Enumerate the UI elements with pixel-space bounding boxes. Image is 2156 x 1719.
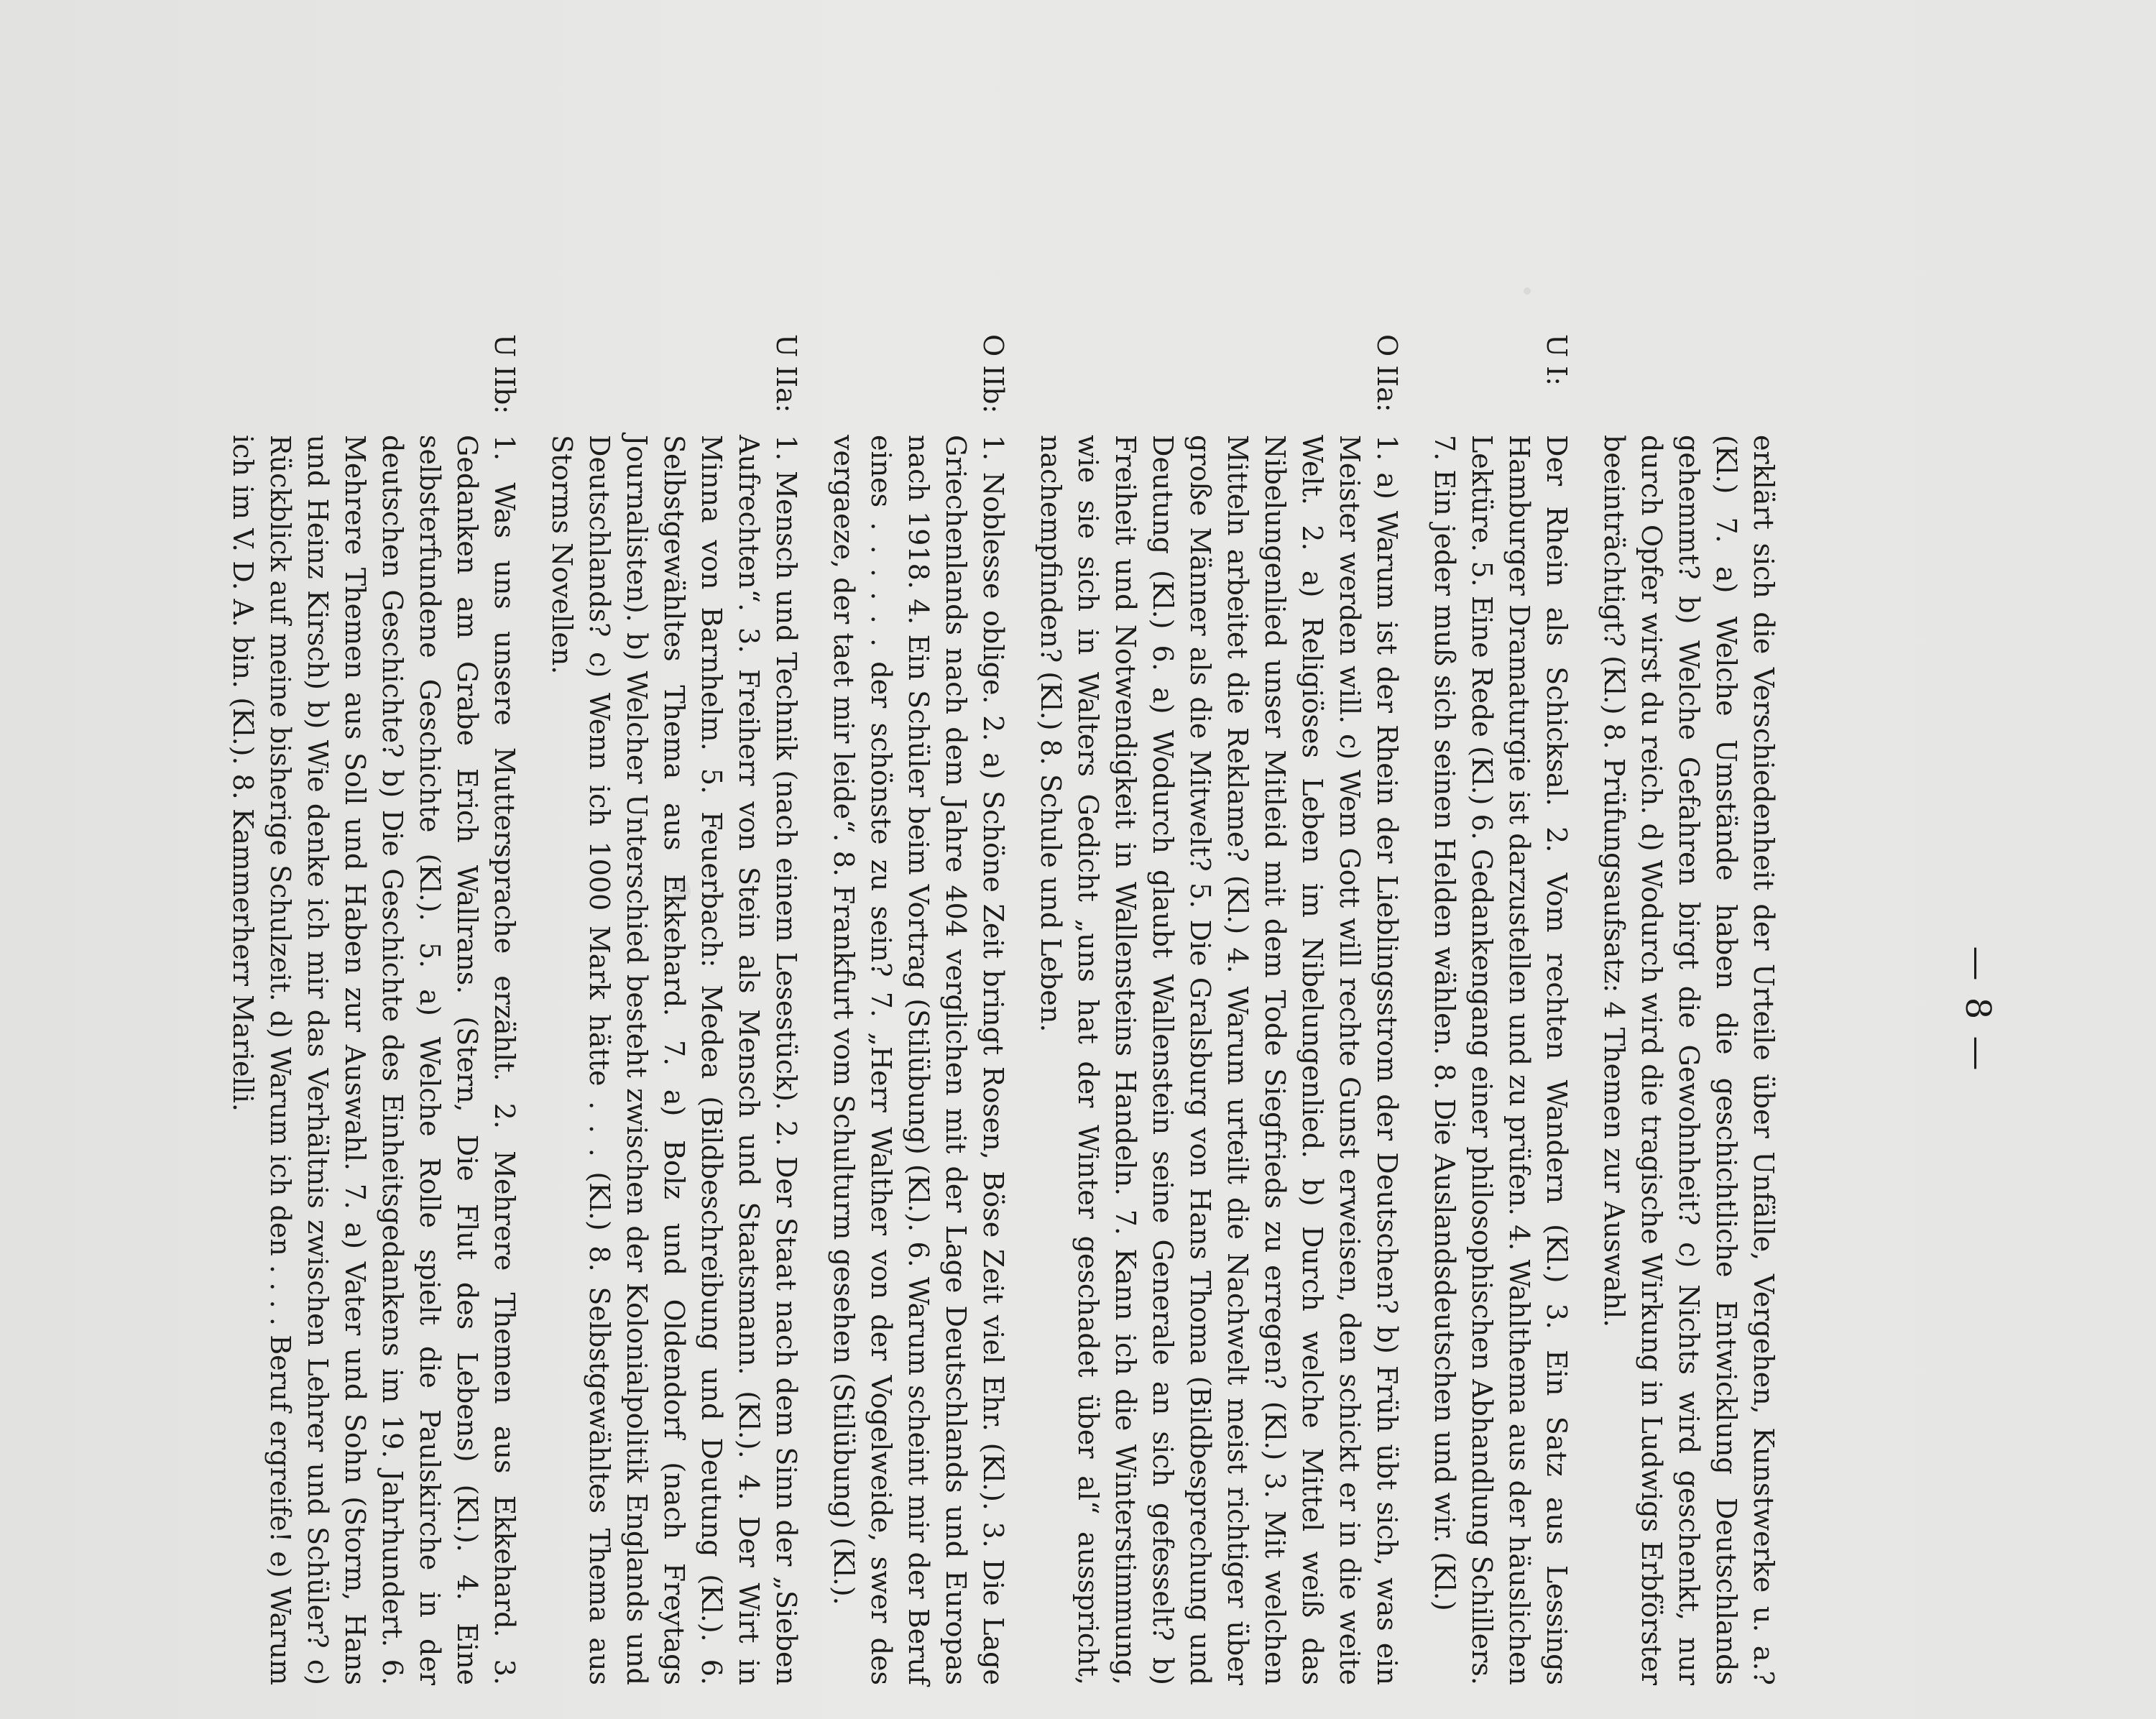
section-o-iia [1032, 334, 1406, 1685]
section-label: U I: [1541, 334, 1572, 386]
section-label: O IIa: [1371, 334, 1403, 413]
section-label: U IIa: [770, 334, 802, 413]
section-o-iib [825, 334, 1012, 1685]
page-number: — 8 — [1958, 946, 1998, 1074]
section-text: 1. Was uns unsere Muttersprache erzählt. 2. Mehrere Themen aus Ekkehard. 3. Gedanken am Grabe Erich Wallrans. (Stern, Die Flut des Lebens) (Kl.). 4. Eine selbsterfundene Geschichte (Kl.). 5. a) Welche Rolle spielt die Paulskirche in der deutschen Geschichte? b) Die Geschichte des Einheitsgedankens im 19. Jahrhundert. 6. Mehrere Themen aus Soll und Haben zur Auswahl. 7. a) Vater und Sohn (Storm, Hans und Heinz Kirsch) b) Wie denke ich mir das Verhältnis zwischen Lehrer und Schüler? c) Rückblick auf meine bisherige Schulzeit. d) Warum ich den . . . . Beruf ergreife! e) Warum ich im V. D. A. bin. (Kl.). 8. Kammerherr Marielli. [227, 435, 520, 1685]
section-u-i [1426, 334, 1575, 1685]
section-continuation [1595, 334, 1782, 1685]
section-label: O IIb: [977, 334, 1009, 414]
rotated-text-block [227, 334, 1998, 1685]
section-u-iia [543, 334, 805, 1685]
section-text: 1. a) Warum ist der Rhein der Lieblingsstrom der Deutschen? b) Früh übt sich, was ein Meister werden will. c) Wem Gott will rechte Gunst erweisen, den schickt er in die weite Welt. 2. a) Religiöses Leben im Nibelungenlied. b) Durch welche Mittel weiß das Nibelungenlied unser Mitleid mit dem Tode Siegfrieds zu erregen? (Kl.) 3. Mit welchen Mitteln arbeitet die Reklame? (Kl.) 4. Warum urteilt die Nachwelt meist richtiger über große Männer als die Mitwelt? 5. Die Gralsburg von Hans Thoma (Bildbesprechung und Deutung (Kl.) 6. a) Wodurch glaubt Wallenstein seine Generale an sich gefesselt? b) Freiheit und Notwendigkeit in Wallensteins Handeln. 7. Kann ich die Winterstimmung, wie sie sich in Walters Gedicht „uns hat der Winter geschadet über al“ ausspricht, nachempfinden? (Kl.) 8. Schule und Leben. [1035, 435, 1403, 1685]
section-text: 1. Mensch und Technik (nach einem Lesestück). 2. Der Staat nach dem Sinn der „Sieben Aufrechten“. 3. Freiherr von Stein als Mensch und Staatsmann. (Kl.). 4. Der Wirt in Minna von Barnhelm. 5. Feuerbach: Medea (Bildbeschreibung und Deutung (Kl.). 6. Selbstgewähltes Thema aus Ekkehard. 7. a) Bolz und Oldendorf (nach Freytags Journalisten). b) Welcher Unterschied besteht zwischen der Kolonialpolitik Englands und Deutschlands? c) Wenn ich 1000 Mark hätte . . . (Kl.) 8. Selbstgewähltes Thema aus Storms Novellen. [546, 435, 802, 1685]
section-text: 1. Noblesse oblige. 2. a) Schöne Zeit bringt Rosen, Böse Zeit viel Ehr. (Kl.). 3. Die Lage Griechenlands nach dem Jahre 404 verglichen mit der Lage Deutschlands und Europas nach 1918. 4. Ein Schüler beim Vortrag (Stilübung) (Kl.). 6. Warum scheint mir der Beruf eines . . . . . . der schönste zu sein? 7. „Herr Walther von der Vogelweide, swer des vergaeze, der taet mir leide“. 8. Frankfurt vom Schulturm gesehen (Stilübung) (Kl.). [828, 435, 1009, 1685]
ink-smudge [1524, 287, 1531, 295]
section-label: U IIb: [489, 334, 520, 415]
section-u-iib [224, 334, 523, 1685]
section-text: erklärt sich die Verschiedenheit der Urteile über Unfälle, Vergehen, Kunstwerke u. a.? (Kl.) 7. a) Welche Umstände haben die geschichtliche Entwicklung Deutschlands gehemmt? b) Welche Gefahren birgt die Gewohnheit? c) Nichts wird geschenkt, nur durch Opfer wirst du reich. d) Wodurch wird die tragische Wirkung in Ludwigs Erbförster beeinträchtigt? (Kl.) 8. Prüfungsaufsatz: 4 Themen zur Auswahl. [1598, 435, 1779, 1685]
section-text: Der Rhein als Schicksal. 2. Vom rechten Wandern (Kl.) 3. Ein Satz aus Lessings Hamburger Dramaturgie ist darzustellen und zu prüfen. 4. Wahlthema aus der häuslichen Lektüre. 5. Eine Rede (Kl.) 6. Gedankengang einer philosophischen Abhandlung Schillers. 7. Ein jeder muß sich seinen Helden wählen. 8. Die Auslandsdeutschen und wir. (Kl.) [1429, 435, 1572, 1685]
